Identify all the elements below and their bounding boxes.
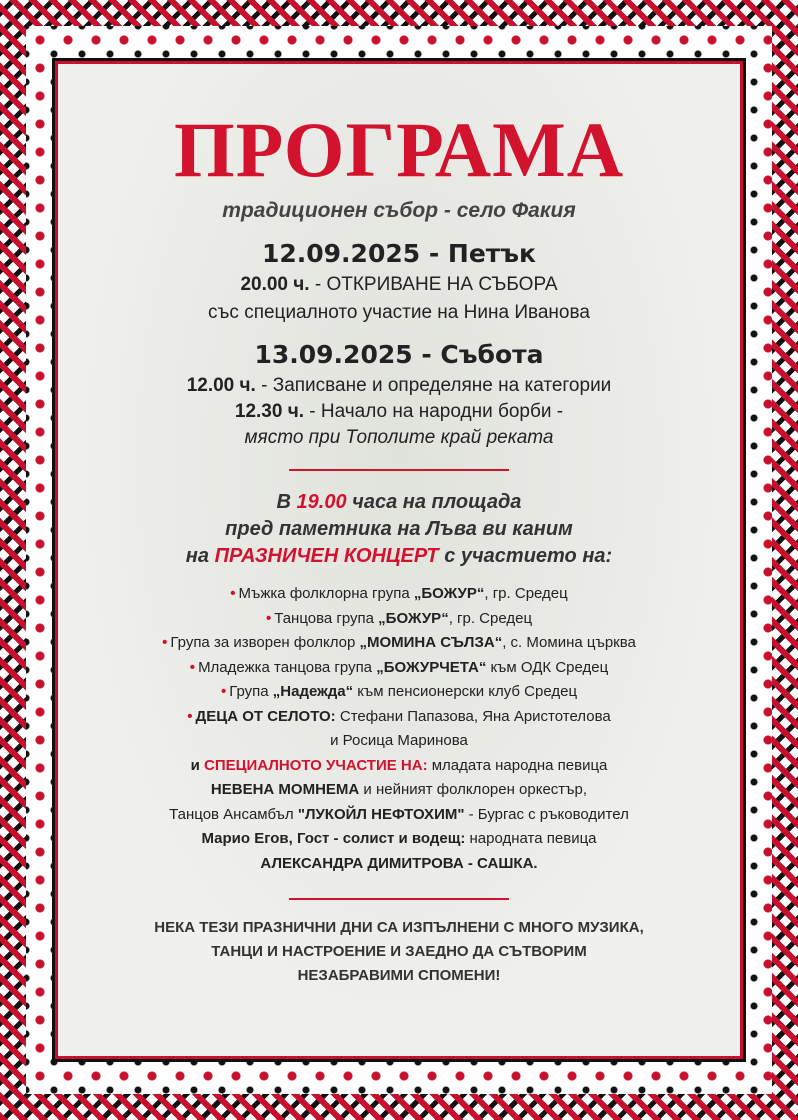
special-and: и [190,756,204,774]
children-names-cont: и Росица Маринова [330,732,468,749]
ensemble-line [55,803,743,828]
concert-line2: пред паметника на Лъва ви каним [225,518,573,540]
guest-line [55,827,743,852]
list-item [55,582,743,607]
item-bold: „Надежда“ [272,683,354,700]
concert-line1 [55,489,743,516]
page-title: ПРОГРАМА [173,106,625,193]
concert-line3 [55,543,743,570]
bullet-icon: • [162,634,168,651]
item-bold: „БОЖУР“ [413,585,485,602]
participants-list [55,582,743,876]
list-item-children [55,705,743,730]
special-text: младата народна певица [427,756,608,774]
children-label: ДЕЦА ОТ СЕЛОТО: [195,707,336,725]
ensemble-post: - Бургас с ръководител [464,805,629,823]
children-names: Стефани Папазова, Яна Аристотелова [335,707,611,725]
concert-line3-post: с участието на: [438,545,613,567]
day2-header: 13.09.2025 - Събота [254,340,544,369]
final-name-line [55,852,743,877]
item-text: Танцова група [274,609,379,627]
page-subtitle: традиционен събор - село Факия [222,199,576,222]
poster-content [52,58,746,1062]
bullet-icon: • [265,609,272,627]
closing-message [55,916,743,988]
guest-label: Марио Егов, Гост - солист и водещ: [201,830,466,847]
concert-highlight: ПРАЗНИЧЕН КОНЦЕРТ [214,545,439,567]
concert-line1-pre: В [276,491,297,513]
item-text: към ОДК Средец [486,658,609,676]
divider-top [289,469,509,471]
closing-line2: ТАНЦИ И НАСТРОЕНИЕ И ЗАЕДНО ДА СЪТВОРИМ [211,943,587,960]
item-text: , с. Момина църква [502,634,636,651]
closing-line3: НЕЗАБРАВИМИ СПОМЕНИ! [297,967,501,984]
day1-time: 20.00 ч. [240,274,310,295]
bullet-icon: • [189,658,196,676]
list-item [55,631,743,656]
day2-event1-text: - Записване и определяне на категории [255,375,612,396]
closing-line1: НЕКА ТЕЗИ ПРАЗНИЧНИ ДНИ СА ИЗПЪЛНЕНИ С МНОГО МУЗИКА, [154,919,644,936]
singer-line [55,778,743,803]
item-text: Младежка танцова група [198,658,377,676]
bullet-icon: • [187,707,193,725]
ensemble-pre: Танцов Ансамбъл [169,805,298,823]
item-text: към пенсионерски клуб Средец [353,683,578,700]
item-text: Група за изворен фолклор [170,634,360,651]
day1-event-text: - ОТКРИВАНЕ НА СЪБОРА [309,274,558,295]
day1-special: със специалното участие на Нина Иванова [208,302,590,323]
concert-time: 19.00 [296,491,347,513]
divider-bottom [289,898,509,900]
day1-header: 12.09.2025 - Петък [261,239,537,268]
day2-event2 [55,401,743,423]
item-text: Мъжка фолклорна група [238,585,414,602]
day2-time1: 12.00 ч. [186,375,256,396]
concert-line1-post: часа на площада [346,491,522,513]
list-item [55,680,743,705]
item-text: Група [229,683,273,700]
guest-post: народната певица [465,830,597,847]
item-text: , гр. Средец [484,585,568,602]
bullet-icon: • [230,585,236,602]
bullet-icon: • [220,683,227,700]
item-bold: „БОЖУРЧЕТА“ [376,658,487,676]
day1-event [55,274,743,296]
ensemble-name: "ЛУКОЙЛ НЕФТОХИМ" [297,805,465,823]
special-label: СПЕЦИАЛНОТО УЧАСТИЕ НА: [203,756,428,774]
day2-place: място при Тополите край реката [244,427,554,448]
singer-name: НЕВЕНА МОМНЕМА [210,781,360,798]
list-item [55,656,743,681]
day2-event2-text: - Начало на народни борби - [304,401,564,422]
day2-event1 [55,375,743,397]
concert-line3-pre: на [185,545,215,567]
day2-time2: 12.30 ч. [234,401,305,422]
item-bold: „МОМИНА СЪЛЗА“ [359,634,503,651]
special-line [55,754,743,779]
singer-text: и нейният фолклорен оркестър, [359,781,588,798]
item-text: , гр. Средец [448,609,533,627]
list-item [55,607,743,632]
concert-intro [55,489,743,570]
item-bold: „БОЖУР“ [378,609,449,627]
final-name: АЛЕКСАНДРА ДИМИТРОВА - САШКА. [260,854,538,872]
